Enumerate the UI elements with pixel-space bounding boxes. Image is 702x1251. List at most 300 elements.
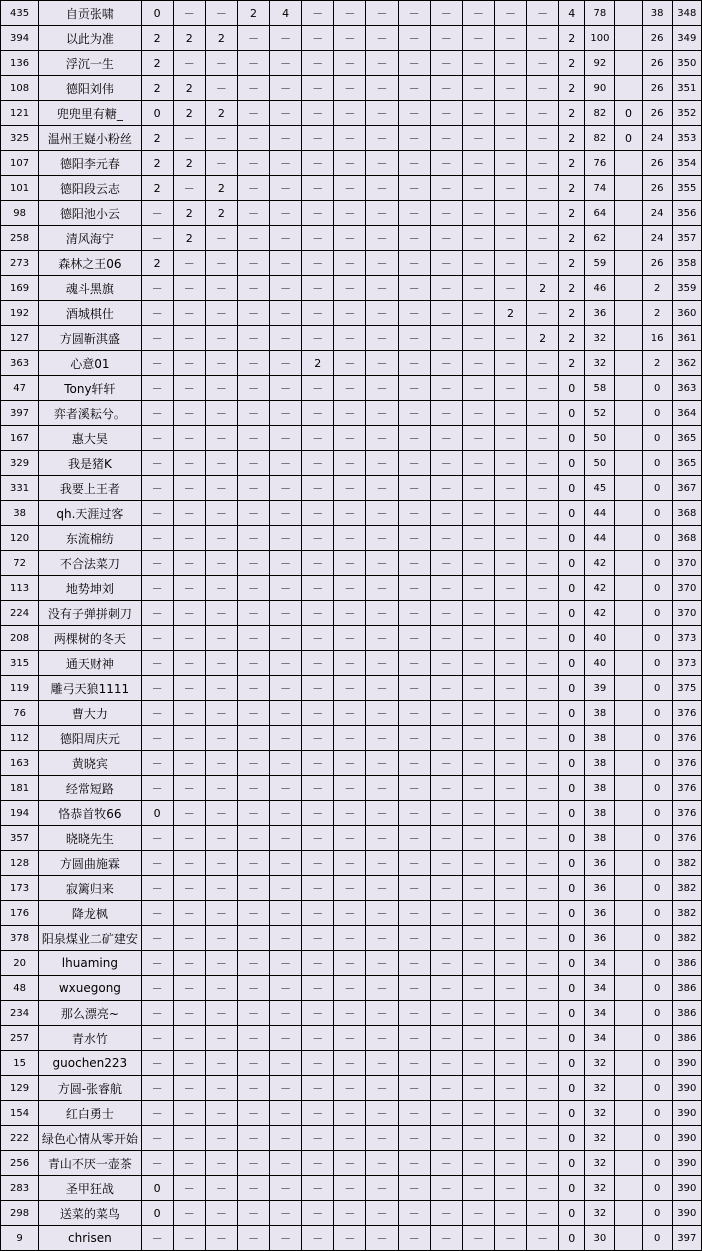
round-1-cell: 0 [141, 1176, 173, 1201]
round-13-cell: － [527, 26, 559, 51]
round-9-cell: － [398, 926, 430, 951]
table-row [1, 801, 702, 826]
tiebreak-2-cell [615, 326, 642, 351]
round-11-cell: － [462, 501, 494, 526]
rank-cell: 370 [672, 576, 701, 601]
tiebreak-1-cell: 32 [585, 1126, 615, 1151]
rank-cell: 397 [672, 1226, 701, 1251]
player-id-cell: 331 [1, 476, 39, 501]
player-name-cell: 以此为准 [39, 26, 141, 51]
round-10-cell: － [430, 426, 462, 451]
tiebreak-1-cell: 45 [585, 476, 615, 501]
tiebreak-1-cell: 32 [585, 351, 615, 376]
round-9-cell: － [398, 526, 430, 551]
table-row [1, 651, 702, 676]
round-5-cell: － [270, 1101, 302, 1126]
round-1-cell: － [141, 926, 173, 951]
round-5-cell: － [270, 301, 302, 326]
score-cell: 2 [559, 101, 585, 126]
score-cell: 4 [559, 1, 585, 26]
round-3-cell: － [205, 126, 237, 151]
score-cell: 2 [559, 276, 585, 301]
tiebreak-2-cell [615, 226, 642, 251]
tiebreak-1-cell: 36 [585, 926, 615, 951]
round-7-cell: － [334, 501, 366, 526]
score-cell: 0 [559, 1176, 585, 1201]
round-12-cell: － [494, 976, 526, 1001]
table-row [1, 201, 702, 226]
tiebreak-3-cell: 26 [642, 151, 672, 176]
rank-cell: 376 [672, 776, 701, 801]
round-9-cell: － [398, 176, 430, 201]
round-6-cell: － [302, 476, 334, 501]
tiebreak-1-cell: 64 [585, 201, 615, 226]
round-4-cell: － [237, 451, 269, 476]
round-3-cell: 2 [205, 176, 237, 201]
table-row [1, 751, 702, 776]
tiebreak-3-cell: 0 [642, 701, 672, 726]
round-2-cell: － [173, 1151, 205, 1176]
round-2-cell: － [173, 1176, 205, 1201]
round-7-cell: － [334, 176, 366, 201]
rank-cell: 376 [672, 826, 701, 851]
round-9-cell: － [398, 1101, 430, 1126]
round-6-cell: － [302, 1026, 334, 1051]
round-11-cell: － [462, 1101, 494, 1126]
round-13-cell: － [527, 426, 559, 451]
player-id-cell: 98 [1, 201, 39, 226]
tiebreak-2-cell [615, 1026, 642, 1051]
round-12-cell: － [494, 326, 526, 351]
round-3-cell: － [205, 1076, 237, 1101]
round-8-cell: － [366, 76, 398, 101]
round-6-cell: － [302, 951, 334, 976]
round-11-cell: － [462, 1051, 494, 1076]
round-12-cell: － [494, 626, 526, 651]
round-1-cell: 0 [141, 1201, 173, 1226]
round-12-cell: － [494, 251, 526, 276]
tiebreak-3-cell: 0 [642, 1201, 672, 1226]
round-6-cell: － [302, 1226, 334, 1251]
tiebreak-3-cell: 0 [642, 1151, 672, 1176]
tiebreak-1-cell: 92 [585, 51, 615, 76]
rank-cell: 365 [672, 426, 701, 451]
round-2-cell: － [173, 176, 205, 201]
tiebreak-1-cell: 74 [585, 176, 615, 201]
player-name-cell: 我要上王者 [39, 476, 141, 501]
round-2-cell: － [173, 726, 205, 751]
table-row [1, 351, 702, 376]
tiebreak-2-cell [615, 476, 642, 501]
round-10-cell: － [430, 826, 462, 851]
tiebreak-3-cell: 0 [642, 576, 672, 601]
round-5-cell: － [270, 951, 302, 976]
round-2-cell: － [173, 751, 205, 776]
round-11-cell: － [462, 376, 494, 401]
score-cell: 0 [559, 476, 585, 501]
table-row [1, 326, 702, 351]
score-cell: 2 [559, 151, 585, 176]
score-cell: 0 [559, 701, 585, 726]
round-3-cell: － [205, 626, 237, 651]
player-id-cell: 154 [1, 1101, 39, 1126]
round-12-cell: － [494, 601, 526, 626]
table-row [1, 101, 702, 126]
score-cell: 0 [559, 651, 585, 676]
round-2-cell: － [173, 1101, 205, 1126]
round-10-cell: － [430, 376, 462, 401]
round-2-cell: － [173, 776, 205, 801]
round-6-cell: － [302, 551, 334, 576]
round-4-cell: － [237, 326, 269, 351]
tiebreak-1-cell: 58 [585, 376, 615, 401]
table-row [1, 501, 702, 526]
round-1-cell: － [141, 1076, 173, 1101]
player-name-cell: guochen223 [39, 1051, 141, 1076]
tiebreak-2-cell [615, 976, 642, 1001]
player-id-cell: 256 [1, 1151, 39, 1176]
round-2-cell: － [173, 401, 205, 426]
rank-cell: 382 [672, 851, 701, 876]
round-7-cell: － [334, 301, 366, 326]
score-cell: 0 [559, 1101, 585, 1126]
tiebreak-2-cell [615, 451, 642, 476]
round-7-cell: － [334, 951, 366, 976]
table-row [1, 876, 702, 901]
round-7-cell: － [334, 401, 366, 426]
round-9-cell: － [398, 476, 430, 501]
round-9-cell: － [398, 126, 430, 151]
round-10-cell: － [430, 326, 462, 351]
rank-cell: 351 [672, 76, 701, 101]
tiebreak-2-cell [615, 1201, 642, 1226]
round-7-cell: － [334, 76, 366, 101]
round-12-cell: － [494, 26, 526, 51]
round-10-cell: － [430, 76, 462, 101]
round-12-cell: － [494, 76, 526, 101]
table-row [1, 301, 702, 326]
round-7-cell: － [334, 1126, 366, 1151]
round-12-cell: － [494, 501, 526, 526]
player-name-cell: 魂斗黑旗 [39, 276, 141, 301]
round-6-cell: － [302, 901, 334, 926]
round-3-cell: － [205, 401, 237, 426]
round-8-cell: － [366, 576, 398, 601]
round-12-cell: － [494, 826, 526, 851]
tiebreak-1-cell: 100 [585, 26, 615, 51]
round-5-cell: － [270, 51, 302, 76]
round-11-cell: － [462, 1151, 494, 1176]
round-4-cell: － [237, 351, 269, 376]
round-12-cell: － [494, 576, 526, 601]
round-11-cell: － [462, 551, 494, 576]
round-1-cell: 0 [141, 101, 173, 126]
round-10-cell: － [430, 151, 462, 176]
round-7-cell: － [334, 626, 366, 651]
player-id-cell: 192 [1, 301, 39, 326]
round-1-cell: － [141, 951, 173, 976]
tiebreak-2-cell [615, 526, 642, 551]
tiebreak-2-cell [615, 826, 642, 851]
round-3-cell: － [205, 826, 237, 851]
round-12-cell: － [494, 651, 526, 676]
round-8-cell: － [366, 101, 398, 126]
round-9-cell: － [398, 401, 430, 426]
round-8-cell: － [366, 1001, 398, 1026]
round-6-cell: － [302, 851, 334, 876]
round-4-cell: － [237, 1201, 269, 1226]
rank-cell: 348 [672, 1, 701, 26]
round-5-cell: － [270, 126, 302, 151]
round-9-cell: － [398, 501, 430, 526]
round-5-cell: － [270, 851, 302, 876]
round-6-cell: － [302, 976, 334, 1001]
round-5-cell: － [270, 476, 302, 501]
round-2-cell: － [173, 1001, 205, 1026]
tiebreak-3-cell: 2 [642, 351, 672, 376]
score-cell: 2 [559, 251, 585, 276]
tiebreak-2-cell [615, 851, 642, 876]
tiebreak-3-cell: 0 [642, 951, 672, 976]
round-4-cell: － [237, 126, 269, 151]
round-11-cell: － [462, 151, 494, 176]
tiebreak-3-cell: 0 [642, 451, 672, 476]
round-6-cell: － [302, 151, 334, 176]
round-9-cell: － [398, 351, 430, 376]
round-7-cell: － [334, 926, 366, 951]
round-9-cell: － [398, 826, 430, 851]
player-id-cell: 38 [1, 501, 39, 526]
rank-cell: 358 [672, 251, 701, 276]
round-6-cell: － [302, 26, 334, 51]
round-5-cell: － [270, 351, 302, 376]
round-8-cell: － [366, 301, 398, 326]
round-12-cell: － [494, 401, 526, 426]
rank-cell: 390 [672, 1101, 701, 1126]
round-6-cell: － [302, 301, 334, 326]
round-13-cell: － [527, 1026, 559, 1051]
round-5-cell: － [270, 1076, 302, 1101]
round-1-cell: － [141, 876, 173, 901]
round-13-cell: － [527, 826, 559, 851]
round-4-cell: － [237, 1126, 269, 1151]
table-row [1, 551, 702, 576]
score-cell: 0 [559, 726, 585, 751]
round-2-cell: － [173, 676, 205, 701]
player-id-cell: 329 [1, 451, 39, 476]
round-13-cell: － [527, 701, 559, 726]
player-id-cell: 167 [1, 426, 39, 451]
score-cell: 0 [559, 901, 585, 926]
player-id-cell: 283 [1, 1176, 39, 1201]
round-7-cell: － [334, 676, 366, 701]
tiebreak-1-cell: 78 [585, 1, 615, 26]
round-2-cell: － [173, 501, 205, 526]
round-4-cell: － [237, 651, 269, 676]
round-3-cell: 2 [205, 201, 237, 226]
score-cell: 2 [559, 51, 585, 76]
round-5-cell: － [270, 176, 302, 201]
round-11-cell: － [462, 426, 494, 451]
round-11-cell: － [462, 726, 494, 751]
round-13-cell: － [527, 851, 559, 876]
round-4-cell: － [237, 1001, 269, 1026]
round-8-cell: － [366, 801, 398, 826]
round-6-cell: － [302, 1126, 334, 1151]
player-name-cell: 不合法菜刀 [39, 551, 141, 576]
player-id-cell: 136 [1, 51, 39, 76]
round-3-cell: － [205, 776, 237, 801]
round-10-cell: － [430, 226, 462, 251]
rank-cell: 368 [672, 501, 701, 526]
player-name-cell: 晓晓先生 [39, 826, 141, 851]
round-1-cell: － [141, 751, 173, 776]
round-5-cell: － [270, 501, 302, 526]
round-5-cell: － [270, 1226, 302, 1251]
tiebreak-3-cell: 0 [642, 1076, 672, 1101]
round-3-cell: － [205, 576, 237, 601]
round-10-cell: － [430, 451, 462, 476]
player-name-cell: 青水竹 [39, 1026, 141, 1051]
tiebreak-1-cell: 42 [585, 551, 615, 576]
tiebreak-3-cell: 0 [642, 1026, 672, 1051]
score-cell: 2 [559, 226, 585, 251]
round-6-cell: － [302, 501, 334, 526]
round-13-cell: － [527, 126, 559, 151]
round-3-cell: － [205, 451, 237, 476]
round-11-cell: － [462, 601, 494, 626]
round-12-cell: － [494, 901, 526, 926]
round-11-cell: － [462, 676, 494, 701]
round-12-cell: － [494, 876, 526, 901]
tiebreak-1-cell: 50 [585, 426, 615, 451]
rank-cell: 367 [672, 476, 701, 501]
player-name-cell: 曹大力 [39, 701, 141, 726]
round-6-cell: － [302, 1101, 334, 1126]
table-row [1, 851, 702, 876]
round-1-cell: － [141, 1026, 173, 1051]
tiebreak-3-cell: 2 [642, 276, 672, 301]
round-9-cell: － [398, 1076, 430, 1101]
round-9-cell: － [398, 151, 430, 176]
round-12-cell: － [494, 1201, 526, 1226]
player-name-cell: 弈者溪耘兮。 [39, 401, 141, 426]
round-11-cell: － [462, 926, 494, 951]
player-name-cell: 兜兜里有糖_ [39, 101, 141, 126]
score-cell: 2 [559, 176, 585, 201]
table-row [1, 701, 702, 726]
player-id-cell: 378 [1, 926, 39, 951]
round-9-cell: － [398, 726, 430, 751]
round-13-cell: － [527, 551, 559, 576]
round-12-cell: － [494, 176, 526, 201]
round-2-cell: － [173, 326, 205, 351]
player-name-cell: 惠大昊 [39, 426, 141, 451]
tiebreak-1-cell: 90 [585, 76, 615, 101]
player-id-cell: 208 [1, 626, 39, 651]
table-row [1, 826, 702, 851]
round-12-cell: － [494, 1001, 526, 1026]
player-name-cell: wxuegong [39, 976, 141, 1001]
tiebreak-2-cell [615, 1126, 642, 1151]
round-8-cell: － [366, 401, 398, 426]
score-cell: 2 [559, 326, 585, 351]
round-7-cell: － [334, 426, 366, 451]
round-10-cell: － [430, 1026, 462, 1051]
table-row [1, 1176, 702, 1201]
round-12-cell: － [494, 676, 526, 701]
round-9-cell: － [398, 301, 430, 326]
round-8-cell: － [366, 1126, 398, 1151]
tiebreak-3-cell: 24 [642, 126, 672, 151]
round-7-cell: － [334, 101, 366, 126]
round-7-cell: － [334, 901, 366, 926]
round-10-cell: － [430, 701, 462, 726]
round-12-cell: － [494, 526, 526, 551]
player-id-cell: 112 [1, 726, 39, 751]
round-11-cell: － [462, 201, 494, 226]
round-3-cell: － [205, 76, 237, 101]
round-13-cell: － [527, 1076, 559, 1101]
rank-cell: 373 [672, 651, 701, 676]
player-name-cell: 黄晓宾 [39, 751, 141, 776]
round-10-cell: － [430, 901, 462, 926]
round-12-cell: － [494, 451, 526, 476]
round-2-cell: － [173, 276, 205, 301]
round-3-cell: － [205, 851, 237, 876]
round-11-cell: － [462, 1201, 494, 1226]
round-5-cell: － [270, 576, 302, 601]
tiebreak-1-cell: 38 [585, 776, 615, 801]
round-3-cell: － [205, 1176, 237, 1201]
tiebreak-1-cell: 50 [585, 451, 615, 476]
round-10-cell: － [430, 201, 462, 226]
table-row [1, 1126, 702, 1151]
round-5-cell: － [270, 676, 302, 701]
round-2-cell: － [173, 1, 205, 26]
round-10-cell: － [430, 576, 462, 601]
round-7-cell: － [334, 1051, 366, 1076]
round-7-cell: － [334, 51, 366, 76]
round-10-cell: － [430, 101, 462, 126]
round-8-cell: － [366, 951, 398, 976]
round-12-cell: － [494, 1176, 526, 1201]
round-1-cell: － [141, 1226, 173, 1251]
round-6-cell: － [302, 1201, 334, 1226]
round-7-cell: － [334, 1226, 366, 1251]
player-id-cell: 435 [1, 1, 39, 26]
tiebreak-3-cell: 0 [642, 401, 672, 426]
tiebreak-1-cell: 34 [585, 976, 615, 1001]
tiebreak-1-cell: 30 [585, 1226, 615, 1251]
round-1-cell: － [141, 226, 173, 251]
score-cell: 2 [559, 351, 585, 376]
round-7-cell: － [334, 276, 366, 301]
round-8-cell: － [366, 451, 398, 476]
round-2-cell: － [173, 901, 205, 926]
tiebreak-2-cell [615, 926, 642, 951]
round-3-cell: － [205, 951, 237, 976]
tiebreak-2-cell [615, 701, 642, 726]
tiebreak-2-cell [615, 176, 642, 201]
round-12-cell: － [494, 701, 526, 726]
score-cell: 0 [559, 626, 585, 651]
round-5-cell: － [270, 226, 302, 251]
round-10-cell: － [430, 551, 462, 576]
round-1-cell: － [141, 276, 173, 301]
round-3-cell: － [205, 326, 237, 351]
round-8-cell: － [366, 1176, 398, 1201]
